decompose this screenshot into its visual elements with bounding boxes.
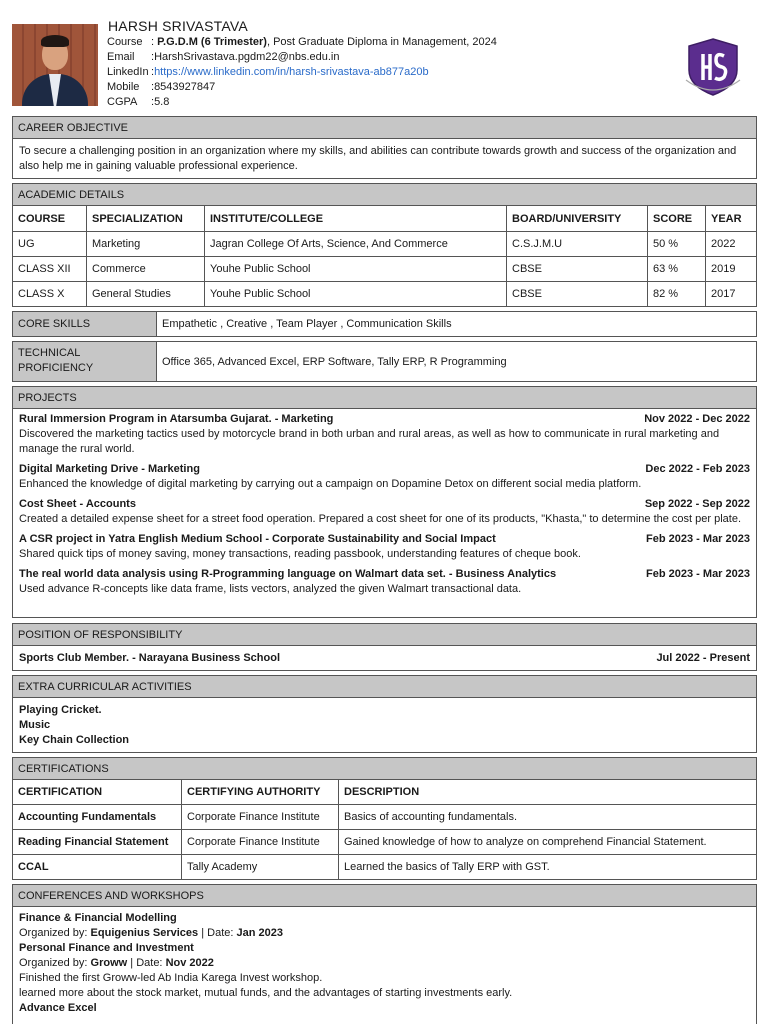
core-skills-row <box>12 311 757 337</box>
linkedin-line: LinkedIn :https://www.linkedin.com/in/harsh-srivastava-ab877a20b <box>107 66 429 78</box>
activity-item: Playing Cricket. <box>19 704 102 716</box>
section-heading: ACADEMIC DETAILS <box>13 184 756 206</box>
project-description: Used advance R-concepts like data frame, lists vectors, analyzed the given Walmart transactional data. <box>19 583 522 595</box>
core-skills-label: CORE SKILLS <box>13 312 157 336</box>
career-objective-section <box>12 116 757 179</box>
academic-table <box>12 205 757 307</box>
project-title: Rural Immersion Program in Atarsumba Gujarat. - Marketing <box>19 413 334 425</box>
extra-curricular-section <box>12 675 757 753</box>
project-title: A CSR project in Yatra English Medium School - Corporate Sustainability and Social Impact <box>19 533 496 545</box>
cgpa-line: CGPA :5.8 <box>107 96 170 108</box>
section-heading: POSITION OF RESPONSIBILITY <box>13 624 756 646</box>
conference-title: Advance Excel <box>19 1002 97 1014</box>
project-date: Dec 2022 - Feb 2023 <box>645 463 750 475</box>
conferences-section <box>12 884 757 1024</box>
project-title: The real world data analysis using R-Programming language on Walmart data set. - Business Analytics <box>19 568 557 580</box>
project-item <box>19 497 750 527</box>
certifications-table <box>12 779 757 880</box>
section-heading: EXTRA CURRICULAR ACTIVITIES <box>13 676 756 698</box>
section-heading: CAREER OBJECTIVE <box>13 117 756 139</box>
email-value: HarshSrivastava.pgdm22@nbs.edu.in <box>154 51 340 63</box>
institute-logo <box>682 36 744 98</box>
candidate-name: HARSH SRIVASTAVA <box>108 18 248 34</box>
table-row: CCAL Tally Academy Learned the basics of Tally ERP with GST. <box>13 855 757 880</box>
conference-note: Finished the first Groww-led Ab India Karega Invest workshop. <box>19 972 323 984</box>
table-row: Accounting Fundamentals Corporate Finance Institute Basics of accounting fundamentals. <box>13 805 757 830</box>
activity-item: Key Chain Collection <box>19 734 130 746</box>
core-skills-value: Empathetic , Creative , Team Player , Communication Skills <box>162 318 452 330</box>
project-date: Nov 2022 - Dec 2022 <box>644 413 750 425</box>
table-row: Reading Financial Statement Corporate Finance Institute Gained knowledge of how to analyze on comprehend Financial Statement. <box>13 830 757 855</box>
technical-proficiency-value: Office 365, Advanced Excel, ERP Software, Tally ERP, R Programming <box>162 355 507 368</box>
project-description: Shared quick tips of money saving, money transactions, reading passbook, understanding features of cheque book. <box>19 548 581 560</box>
activity-item: Music <box>19 719 51 731</box>
table-header-row: COURSE SPECIALIZATION INSTITUTE/COLLEGE BOARD/UNIVERSITY SCORE YEAR <box>13 206 757 232</box>
project-item <box>19 532 750 562</box>
email-line: Email :HarshSrivastava.pgdm22@nbs.edu.in <box>107 51 340 63</box>
section-heading: CONFERENCES AND WORKSHOPS <box>13 885 756 907</box>
project-date: Feb 2023 - Mar 2023 <box>646 568 750 580</box>
project-description: Discovered the marketing tactics used by motorcycle brand in both urban and rural areas, as well as how to communicate in rural marketing and manage the rural world. <box>19 428 720 455</box>
linkedin-link[interactable]: https://www.linkedin.com/in/harsh-srivastava-ab877a20b <box>154 66 429 78</box>
table-row: UG Marketing Jagran College Of Arts, Science, And Commerce C.S.J.M.U 50 % 2022 <box>13 232 757 257</box>
technical-proficiency-label: TECHNICAL PROFICIENCY <box>13 342 157 381</box>
projects-section <box>12 386 757 618</box>
table-row: CLASS X General Studies Youhe Public School CBSE 82 % 2017 <box>13 282 757 307</box>
conference-organizer-line: Organized by: Equigenius Services | Date: Jan 2023 <box>19 927 283 939</box>
table-row: CLASS XII Commerce Youhe Public School CBSE 63 % 2019 <box>13 257 757 282</box>
project-title: Cost Sheet - Accounts <box>19 498 136 510</box>
responsibility-date: Jul 2022 - Present <box>656 652 750 664</box>
technical-proficiency-row <box>12 341 757 382</box>
project-description: Enhanced the knowledge of digital marketing by carrying out a campaign on Dopamine Detox on different social media platform. <box>19 478 642 490</box>
project-item <box>19 567 750 597</box>
conference-organizer-line: Organized by: Groww | Date: Nov 2022 <box>19 957 214 969</box>
project-date: Sep 2022 - Sep 2022 <box>644 498 750 510</box>
course-line: Course : P.G.D.M (6 Trimester), Post Graduate Diploma in Management, 2024 <box>107 36 497 48</box>
table-header-row: CERTIFICATION CERTIFYING AUTHORITY DESCRIPTION <box>13 780 757 805</box>
responsibility-title: Sports Club Member. - Narayana Business School <box>19 652 281 664</box>
section-heading: PROJECTS <box>13 387 756 409</box>
career-objective-text: To secure a challenging position in an organization where my skills, and abilities can contribute towards growth and success of the organization and also help me in gaining valuable professional experience. <box>19 145 737 172</box>
profile-photo <box>12 24 98 106</box>
conference-title: Personal Finance and Investment <box>19 942 194 954</box>
certifications-section <box>12 757 757 880</box>
project-item <box>19 412 750 457</box>
project-date: Feb 2023 - Mar 2023 <box>646 533 750 545</box>
academic-section <box>12 183 757 307</box>
section-heading: CERTIFICATIONS <box>13 758 756 780</box>
conference-title: Finance & Financial Modelling <box>19 912 177 924</box>
project-description: Created a detailed expense sheet for a street food operation. Prepared a cost sheet for one of its products, "Khasta," to determine the cost per plate. <box>19 513 742 525</box>
responsibility-section <box>12 623 757 671</box>
conference-note: learned more about the stock market, mutual funds, and the advantages of starting investments early. <box>19 987 513 999</box>
project-item <box>19 462 750 492</box>
mobile-line: Mobile :8543927847 <box>107 81 216 93</box>
project-title: Digital Marketing Drive - Marketing <box>19 463 200 475</box>
